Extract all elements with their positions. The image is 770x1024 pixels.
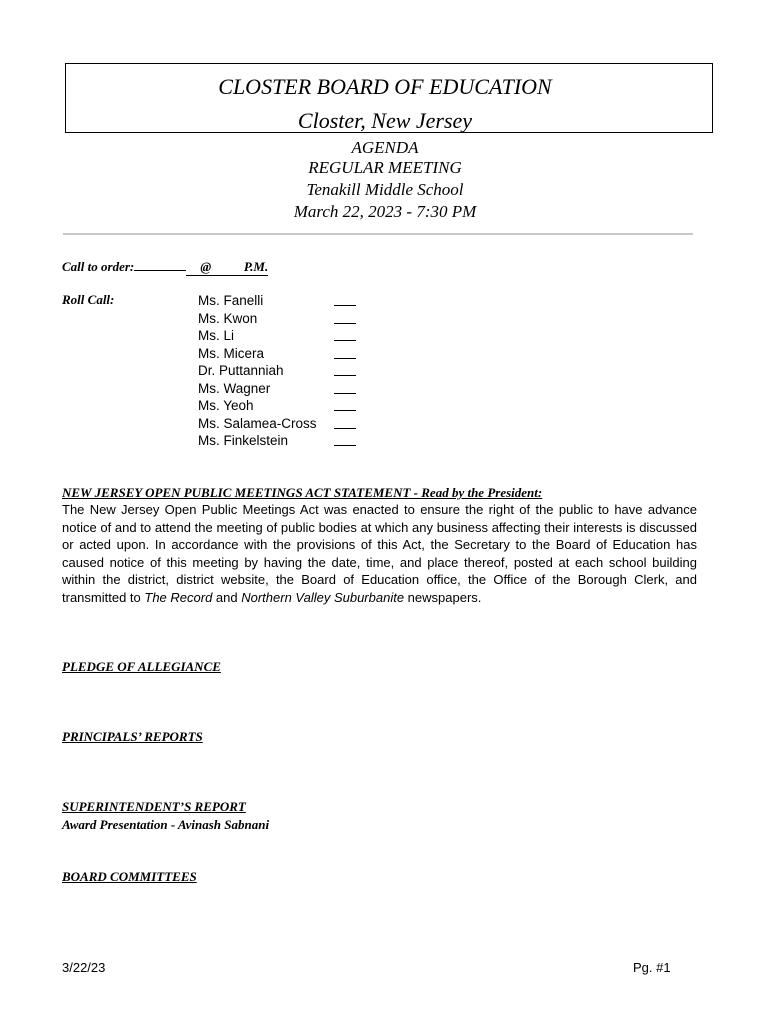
roll-call-member: Ms. Micera — [198, 345, 358, 363]
venue: Tenakill Middle School — [306, 180, 464, 199]
call-to-order-blank — [134, 258, 186, 271]
org-title: CLOSTER BOARD OF EDUCATION — [218, 74, 552, 99]
attendance-blank — [334, 340, 356, 341]
roll-call-member: Ms. Finkelstein — [198, 432, 358, 450]
opma-statement: The New Jersey Open Public Meetings Act was enacted to ensure the right of the public to have advance notice of and to attend the meeting of public bodies at which any business affecting their interests is discussed or acted upon. In accordance with the provisions of this Act, the Secretary to the Board of Education has caused notice of this meeting by having the date, time, and place thereof, posted at each school building within the district, district website, the Board of Education office, the Office of the Borough Clerk, and transmitted to The Record and Northern Valley Suburbanite newspapers. — [62, 502, 697, 605]
board-committees-heading: BOARD COMMITTEES — [62, 869, 197, 884]
roll-call-member: Ms. Li — [198, 327, 358, 345]
superintendent-heading: SUPERINTENDENT’S REPORT — [62, 799, 246, 814]
attendance-blank — [334, 323, 356, 324]
meeting-type: REGULAR MEETING — [308, 158, 462, 177]
attendance-blank — [334, 410, 356, 411]
attendance-blank — [334, 358, 356, 359]
footer-date: 3/22/23 — [62, 960, 106, 975]
call-to-order-at: @ — [186, 259, 228, 276]
roll-call-list — [198, 292, 358, 450]
principals-heading: PRINCIPALS’ REPORTS — [62, 729, 203, 744]
roll-call-member: Ms. Wagner — [198, 380, 358, 398]
opma-heading: NEW JERSEY OPEN PUBLIC MEETINGS ACT STATEMENT - Read by the President: — [62, 485, 543, 500]
attendance-blank — [334, 428, 356, 429]
location: Closter, New Jersey — [297, 108, 473, 133]
attendance-blank — [334, 305, 356, 306]
roll-call-label: Roll Call: — [62, 292, 115, 307]
newspaper-record: The Record — [144, 589, 213, 605]
pledge-heading: PLEDGE OF ALLEGIANCE — [62, 659, 221, 674]
superintendent-item: Award Presentation - Avinash Sabnani — [62, 817, 270, 832]
roll-call-member: Ms. Fanelli — [198, 292, 358, 310]
page-number: Pg. #1 — [633, 960, 671, 975]
roll-call-member: Ms. Kwon — [198, 310, 358, 328]
call-to-order-label: Call to order: — [62, 259, 135, 274]
attendance-blank — [334, 393, 356, 394]
call-to-order — [62, 258, 268, 276]
attendance-blank — [334, 375, 356, 376]
attendance-blank — [334, 445, 356, 446]
roll-call-member: Ms. Yeoh — [198, 397, 358, 415]
roll-call-member: Ms. Salamea-Cross — [198, 415, 358, 433]
meeting-datetime: March 22, 2023 - 7:30 PM — [293, 202, 477, 221]
doc-type: AGENDA — [351, 138, 419, 157]
roll-call-member: Dr. Puttanniah — [198, 362, 358, 380]
newspaper-suburbanite: Northern Valley Suburbanite — [241, 589, 405, 605]
header-divider — [63, 233, 693, 235]
call-to-order-pm: P.M. — [228, 259, 268, 276]
